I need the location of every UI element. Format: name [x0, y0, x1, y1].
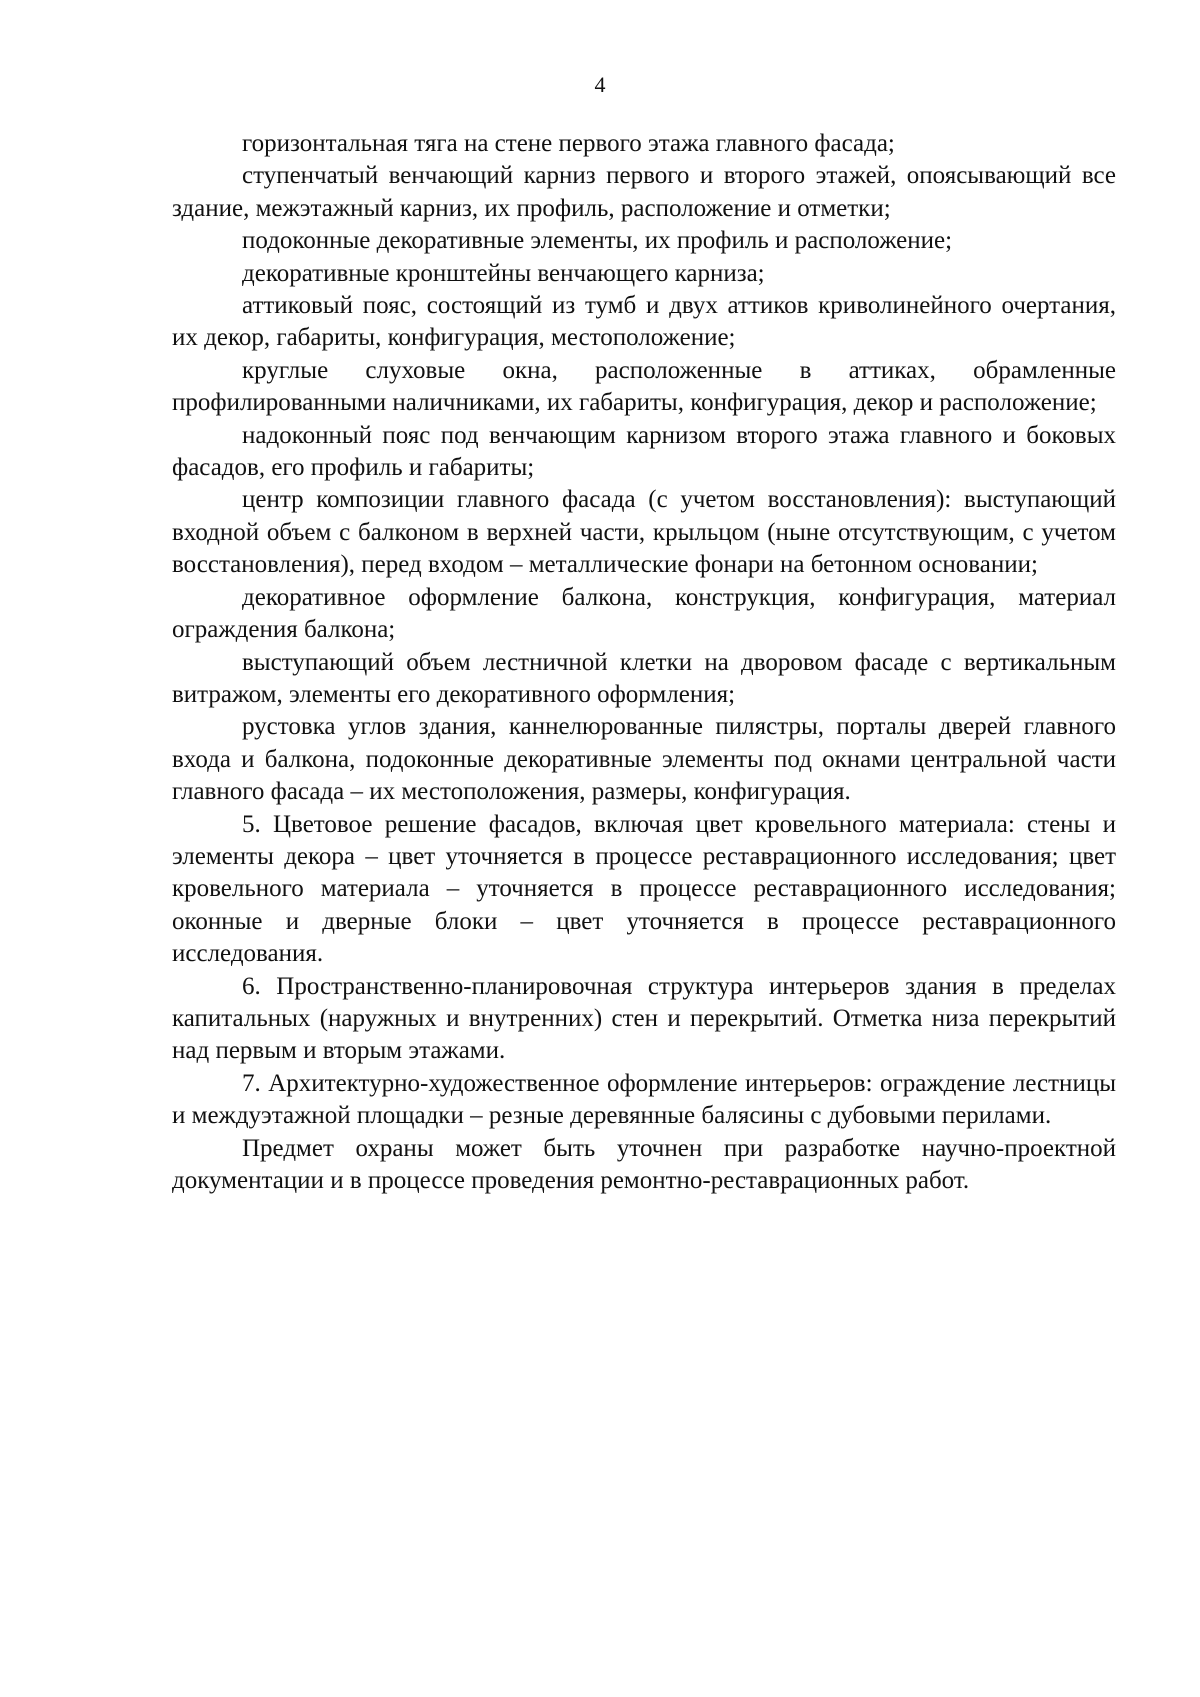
paragraph-dormer-windows: круглые слуховые окна, расположенные в аттиках, обрамленные профилированными наличниками, их габариты, конфигурация, декор и расположение; [172, 356, 1116, 417]
paragraph-facade-center: центр композиции главного фасада (с учетом восстановления): выступающий входной объем с балконом в верхней части, крыльцом (ныне отсутствующим, с учетом восстановления), перед входом – металлические фонари на бетонном основании; [172, 486, 1116, 579]
paragraph-sill-elements: подоконные декоративные элементы, их профиль и расположение; [242, 227, 953, 255]
page-number: 4 [594, 72, 606, 97]
paragraph-balcony-decoration: декоративное оформление балкона, конструкция, конфигурация, материал ограждения балкона; [172, 583, 1116, 644]
paragraph-stairwell-volume: выступающий объем лестничной клетки на дворовом фасаде с вертикальным витражом, элементы его декоративного оформления; [172, 648, 1116, 708]
paragraph-cornice-brackets: декоративные кронштейны венчающего карниза; [242, 259, 765, 287]
paragraph-rustication: рустовка углов здания, каннелюрованные пилястры, порталы дверей главного входа и балкона, подоконные декоративные элементы под окнами центральной части главного фасада – их местоположения, размеры, конфигурация. [172, 713, 1116, 806]
document-body [172, 128, 1116, 1197]
paragraph-horizontal-band: горизонтальная тяга на стене первого этажа главного фасада; [242, 130, 895, 157]
paragraph-item-6-spatial-structure: 6. Пространственно-планировочная структура интерьеров здания в пределах капитальных (наружных и внутренних) стен и перекрытий. Отметка низа перекрытий над первым и вторым этажами. [172, 972, 1116, 1065]
paragraph-over-window-belt: надоконный пояс под венчающим карнизом второго этажа главного и боковых фасадов, его профиль и габариты; [172, 421, 1116, 482]
paragraph-attic-belt: аттиковый пояс, состоящий из тумб и двух аттиков криволинейного очертания, их декор, габариты, конфигурация, местоположение; [172, 292, 1116, 352]
paragraph-item-7-interior-design: 7. Архитектурно-художественное оформление интерьеров: ограждение лестницы и междуэтажной площадки – резные деревянные балясины с дубовыми перилами. [172, 1069, 1116, 1130]
paragraph-stepped-cornice: ступенчатый венчающий карниз первого и второго этажей, опоясывающий все здание, межэтажный карниз, их профиль, расположение и отметки; [172, 162, 1116, 222]
paragraph-item-5-color-scheme: 5. Цветовое решение фасадов, включая цвет кровельного материала: стены и элементы декора – цвет уточняется в процессе реставрационного исследования; цвет кровельного материала – уточняется в процессе реставрационного исследования; оконные и дверные блоки – цвет уточняется в процессе реставрационного исследования. [172, 810, 1116, 968]
paragraph-closing-note: Предмет охраны может быть уточнен при разработке научно-проектной документации и в процессе проведения ремонтно-реставрационных работ. [172, 1134, 1116, 1194]
